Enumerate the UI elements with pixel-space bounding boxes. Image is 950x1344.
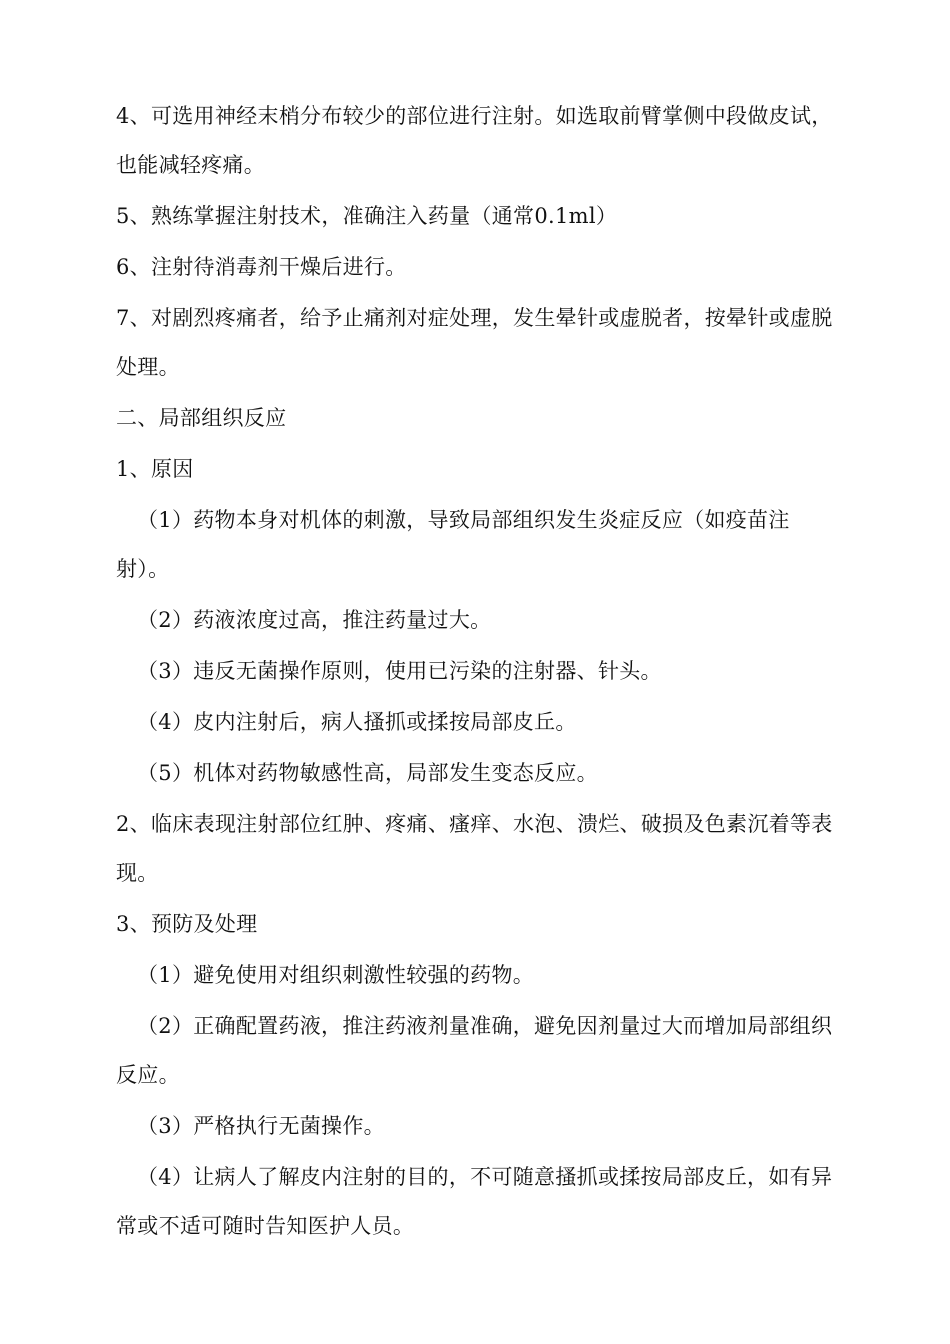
cause-item-2: （2）药液浓度过高，推注药量过大。 (137, 608, 492, 632)
cause-item-5: （5）机体对药物敏感性高，局部发生变态反应。 (137, 761, 598, 785)
cause-item-4: （4）皮内注射后，病人搔抓或揉按局部皮丘。 (137, 710, 577, 734)
prevention-item-3: （3）严格执行无菌操作。 (137, 1114, 385, 1138)
prevention-item-2: （2）正确配置药液，推注药液剂量准确，避免因剂量过大而增加局部组织反应。 (116, 1014, 833, 1087)
cause-item-1: （1）药物本身对机体的刺激，导致局部组织发生炎症反应（如疫苗注射）。 (116, 508, 790, 581)
subheading-clinical-manifestation: 2、临床表现注射部位红肿、疼痛、瘙痒、水泡、溃烂、破损及色素沉着等表现。 (116, 812, 833, 885)
paragraph-item-4: 4、可选用神经末梢分布较少的部位进行注射。如选取前臂掌侧中段做皮试，也能减轻疼痛。 (116, 104, 833, 177)
prevention-item-1: （1）避免使用对组织刺激性较强的药物。 (137, 963, 535, 987)
prevention-item-4: （4）让病人了解皮内注射的目的，不可随意搔抓或揉按局部皮丘，如有异常或不适可随时告知医护人员。 (116, 1165, 833, 1238)
paragraph-item-5: 5、熟练掌握注射技术，准确注入药量（通常0.1ml） (116, 204, 618, 228)
paragraph-item-7: 7、对剧烈疼痛者，给予止痛剂对症处理，发生晕针或虚脱者，按晕针或虚脱处理。 (116, 306, 833, 379)
section-heading-local-reaction: 二、局部组织反应 (116, 406, 287, 430)
paragraph-item-6: 6、注射待消毒剂干燥后进行。 (116, 255, 407, 279)
subheading-prevention: 3、预防及处理 (116, 912, 258, 936)
subheading-causes: 1、原因 (116, 457, 194, 481)
document-page (116, 92, 836, 1253)
cause-item-3: （3）违反无菌操作原则，使用已污染的注射器、针头。 (137, 659, 662, 683)
